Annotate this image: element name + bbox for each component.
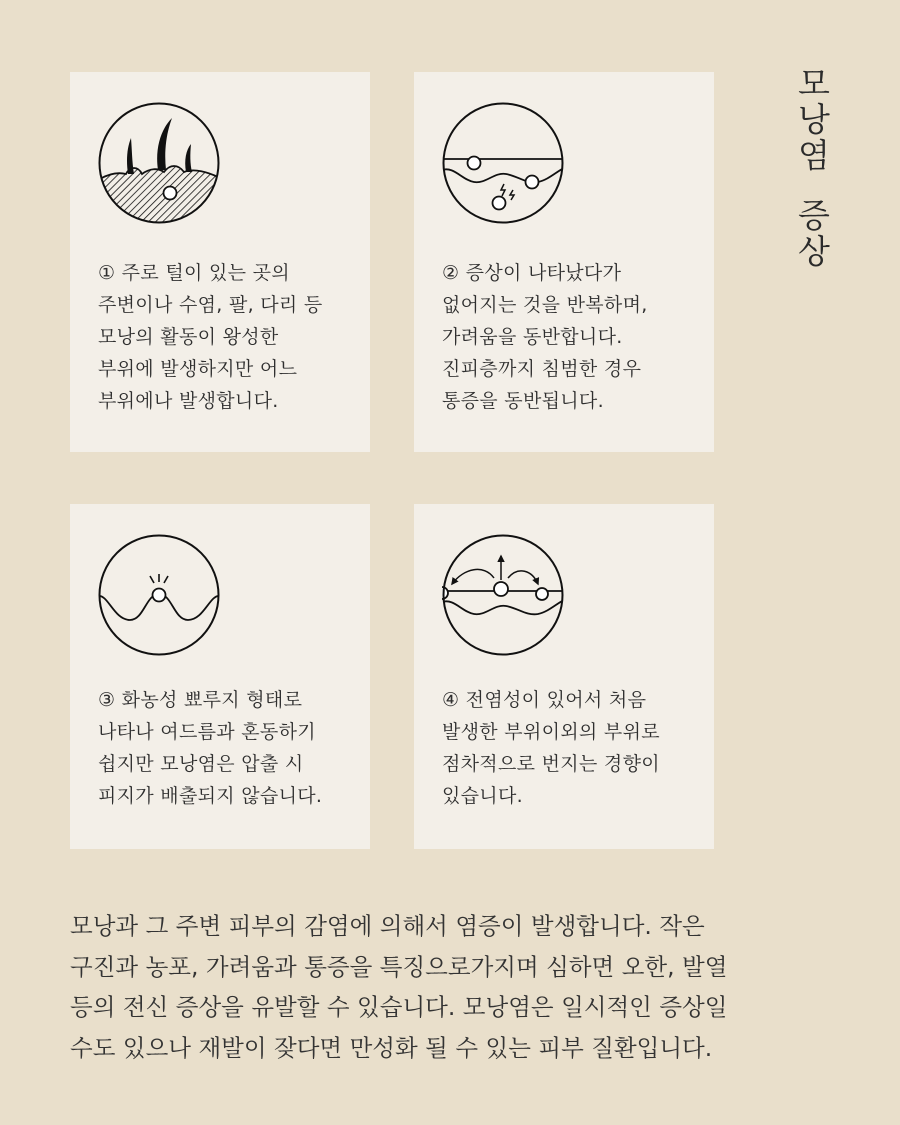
card-line: 피지가 배출되지 않습니다. <box>98 785 323 807</box>
card-line: 없어지는 것을 반복하며, <box>442 294 648 316</box>
card-line: 가려움을 동반합니다. <box>442 326 623 348</box>
card-line: ③ 화농성 뾰루지 형태로 <box>98 689 303 711</box>
card-text <box>98 684 352 812</box>
card-text <box>98 257 352 417</box>
hair-follicle-icon <box>98 102 220 224</box>
card-line: 주변이나 수염, 팔, 다리 등 <box>98 294 323 316</box>
title-char: 낭 <box>798 100 830 139</box>
symptom-card-1 <box>70 72 370 452</box>
card-line: 통증을 동반됩니다. <box>442 390 604 412</box>
title-gap <box>793 174 835 198</box>
card-line: 쉽지만 모낭염은 압출 시 <box>98 753 304 775</box>
card-line: ② 증상이 나타났다가 <box>442 262 622 284</box>
card-line: 진피층까지 침범한 경우 <box>442 358 642 380</box>
summary-line: 수도 있으나 재발이 잦다면 만성화 될 수 있는 피부 질환입니다. <box>70 1033 713 1062</box>
card-line: 발생한 부위이외의 부위로 <box>442 721 660 743</box>
summary-line: 등의 전신 증상을 유발할 수 있습니다. 모낭염은 일시적인 증상일 <box>70 993 728 1021</box>
card-line: 부위에 발생하지만 어느 <box>98 358 298 380</box>
page-title <box>793 66 835 270</box>
spread-icon <box>442 534 564 656</box>
symptom-card-2 <box>414 72 714 452</box>
symptom-card-4 <box>414 504 714 849</box>
skin-itch-icon <box>442 102 564 224</box>
card-line: 부위에나 발생합니다. <box>98 390 279 412</box>
card-line: 점차적으로 번지는 경향이 <box>442 753 660 775</box>
card-line: 나타나 여드름과 혼동하기 <box>98 721 316 743</box>
card-line: 있습니다. <box>442 785 523 807</box>
card-text <box>442 684 696 812</box>
card-line: ① 주로 털이 있는 곳의 <box>98 262 290 284</box>
card-text <box>442 257 696 417</box>
card-line: 모낭의 활동이 왕성한 <box>98 326 279 348</box>
title-char: 상 <box>798 232 830 271</box>
symptom-card-3 <box>70 504 370 849</box>
summary-line: 모낭과 그 주변 피부의 감염에 의해서 염증이 발생합니다. 작은 <box>70 912 705 940</box>
title-char: 모 <box>798 64 830 103</box>
title-char: 증 <box>798 196 830 235</box>
summary-line: 구진과 농포, 가려움과 통증을 특징으로가지며 심하면 오한, 발열 <box>70 952 728 981</box>
pus-bump-icon <box>98 534 220 656</box>
title-char: 염 <box>798 136 830 175</box>
summary-paragraph <box>70 906 850 1068</box>
card-line: ④ 전염성이 있어서 처음 <box>442 689 647 711</box>
